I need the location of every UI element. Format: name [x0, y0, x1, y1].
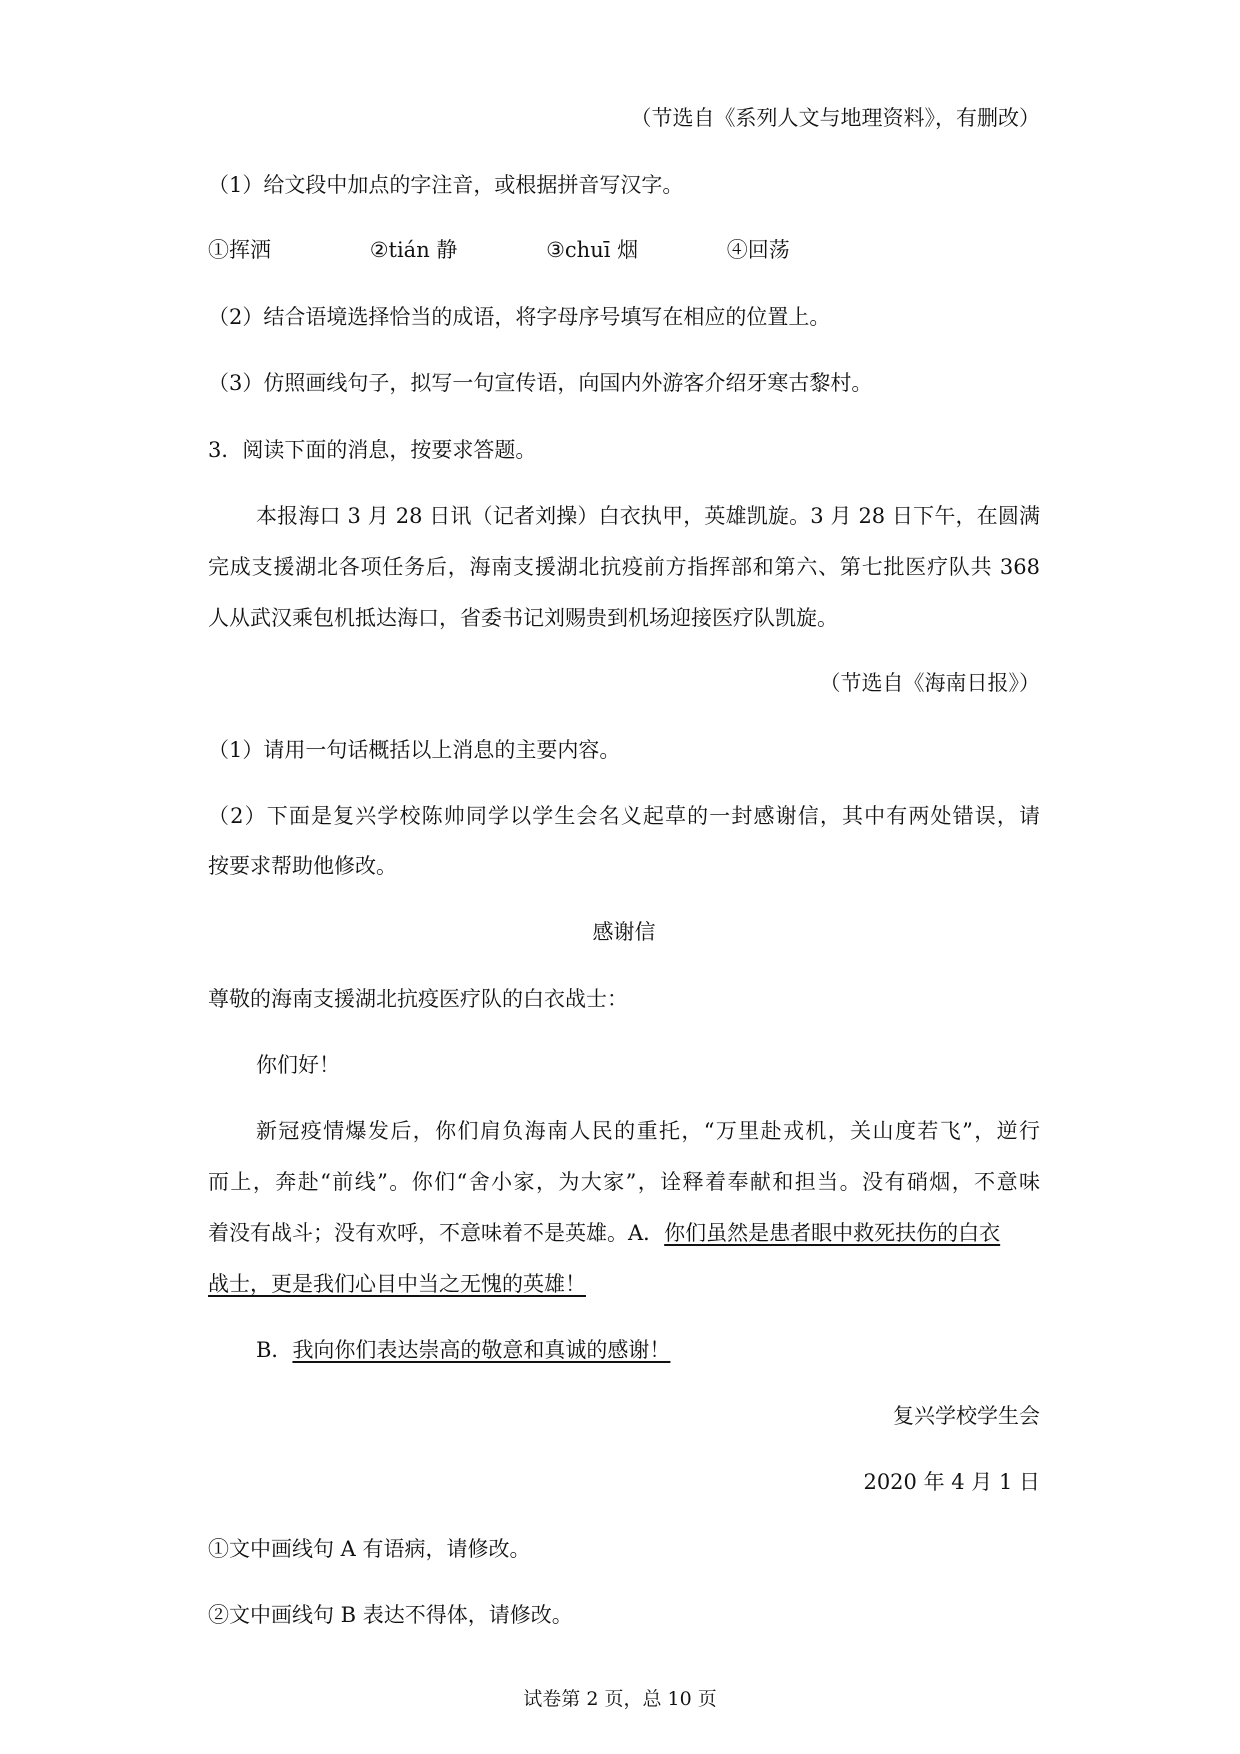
letter-body-line-3 — [208, 1219, 1040, 1247]
q3-sub2-line2: 按要求帮助他修改。 — [208, 854, 397, 878]
letter-body-line-4 — [208, 1270, 1040, 1298]
q3-sub2-line1: （2）下面是复兴学校陈帅同学以学生会名义起草的一封感谢信，其中有两处错误，请 — [208, 804, 1040, 828]
news-line-2: 完成支援湖北各项任务后，海南支援湖北抗疫前方指挥部和第六、第七批医疗队共 368 — [208, 555, 1040, 579]
underlined-sentence-b: 我向你们表达崇高的敬意和真诚的感谢！ — [292, 1338, 671, 1362]
q1-sub2: （2）结合语境选择恰当的成语，将字母序号填写在相应的位置上。 — [208, 305, 831, 329]
letter-greeting: 你们好！ — [256, 1053, 340, 1077]
letter-body-line-1: 新冠疫情爆发后，你们肩负海南人民的重托，“万里赴戎机，关山度若飞”，逆行 — [256, 1119, 1040, 1143]
letter-body-line-3-plain: 着没有战斗；没有欢呼，不意味着不是英雄。A． — [208, 1221, 665, 1245]
page-footer: 试卷第 2 页，总 10 页 — [523, 1688, 717, 1710]
source-note-news: （节选自《海南日报》） — [819, 671, 1040, 695]
task-1: ①文中画线句 A 有语病，请修改。 — [208, 1537, 531, 1561]
underlined-sentence-a-part1: 你们虽然是患者眼中救死扶伤的白衣 — [664, 1221, 1001, 1245]
option-3: ③chuī 烟 — [546, 238, 639, 262]
q3-sub1: （1）请用一句话概括以上消息的主要内容。 — [208, 738, 621, 762]
underlined-sentence-a-part2: 战士，更是我们心目中当之无愧的英雄！ — [208, 1272, 586, 1296]
q3-title: 3．阅读下面的消息，按要求答题。 — [208, 438, 537, 462]
news-line-3: 人从武汉乘包机抵达海口，省委书记刘赐贵到机场迎接医疗队凯旋。 — [208, 606, 838, 630]
sentence-b-label: B． — [256, 1338, 293, 1362]
news-line-1: 本报海口 3 月 28 日讯（记者刘操）白衣执甲，英雄凯旋。3 月 28 日下午，在圆满 — [256, 504, 1040, 528]
letter-title: 感谢信 — [592, 920, 656, 944]
letter-signature: 复兴学校学生会 — [893, 1404, 1040, 1428]
task-2: ②文中画线句 B 表达不得体，请修改。 — [208, 1603, 573, 1627]
letter-sentence-b — [256, 1336, 1040, 1364]
letter-salutation: 尊敬的海南支援湖北抗疫医疗队的白衣战士： — [208, 987, 628, 1011]
option-1: ①挥洒 — [208, 238, 271, 262]
q1-options — [208, 236, 1040, 264]
letter-body-line-2: 而上，奔赴“前线”。你们“舍小家，为大家”，诠释着奉献和担当。没有硝烟，不意味 — [208, 1170, 1040, 1194]
option-4: ④回荡 — [726, 238, 790, 262]
source-note-top: （节选自《系列人文与地理资料》，有删改） — [630, 106, 1040, 130]
letter-date: 2020 年 4 月 1 日 — [863, 1470, 1040, 1494]
option-2: ②tián 静 — [369, 238, 458, 262]
q1-sub3: （3）仿照画线句子，拟写一句宣传语，向国内外游客介绍牙寒古黎村。 — [208, 371, 873, 395]
q1-sub1: （1）给文段中加点的字注音，或根据拼音写汉字。 — [208, 173, 684, 197]
